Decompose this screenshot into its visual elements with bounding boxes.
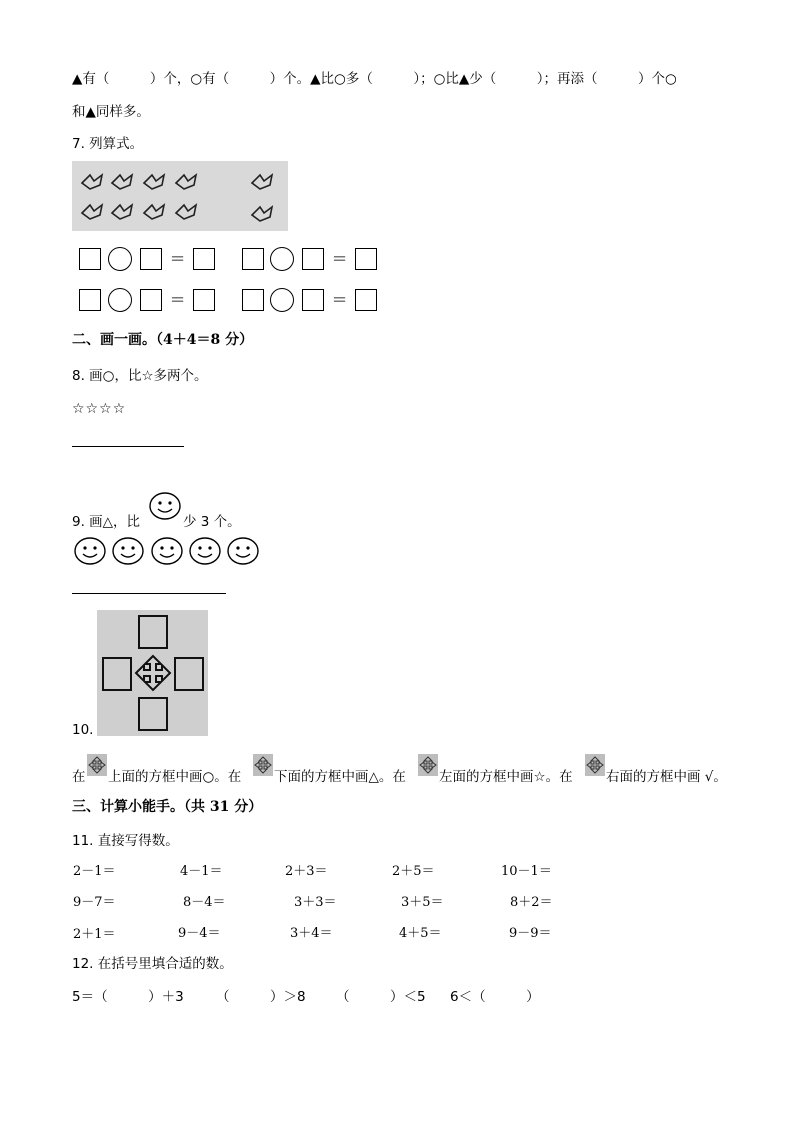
q8-answer-line[interactable] (72, 446, 184, 447)
math-item: 2＋1＝ (73, 927, 116, 942)
equals-sign: = (170, 248, 186, 269)
operator-circle[interactable] (108, 288, 132, 312)
section3-title: 三、计算小能手。（共 31 分） (72, 799, 263, 815)
section2-title: 二、画一画。（4＋4＝8 分） (72, 332, 254, 348)
direction-grid (97, 610, 208, 736)
q9-answer-line[interactable] (72, 593, 226, 594)
q10-number: 10. (72, 722, 94, 738)
math-item: 8＋2＝ (510, 895, 553, 910)
q9-title-suffix: 少 3 个。 (183, 514, 241, 530)
math-item: 2＋3＝ (285, 864, 328, 879)
answer-box[interactable] (302, 289, 324, 311)
math-item: 8－4＝ (183, 895, 226, 910)
birds-photo (72, 161, 288, 231)
q7-title: 7. 列算式。 (72, 136, 144, 152)
math-item: 3＋4＝ (290, 926, 333, 941)
move-arrows-icon (87, 754, 107, 776)
answer-box[interactable] (193, 248, 215, 270)
fill-blank-item: （ ）＜5 (336, 989, 426, 1005)
q9-title-prefix: 9. 画△，比 (72, 514, 141, 530)
answer-box[interactable] (140, 289, 162, 311)
direction-grid-photo (97, 610, 208, 736)
move-arrows-icon (418, 754, 438, 776)
answer-box[interactable] (193, 289, 215, 311)
q10-instr-4: 右面的方框中画 √。 (606, 769, 727, 785)
answer-box[interactable] (140, 248, 162, 270)
q10-instr-0: 在 (72, 769, 86, 785)
q6-line1: ▲有（ ）个，○有（ ）个。▲比○多（ ）；○比▲少（ ）；再添（ ）个○ (72, 71, 677, 87)
math-item: 2＋5＝ (392, 864, 435, 879)
operator-circle[interactable] (270, 288, 294, 312)
q8-title: 8. 画○，比☆多两个。 (72, 368, 208, 384)
smiley-icon (148, 491, 182, 521)
math-item: 9－4＝ (178, 926, 221, 941)
answer-box[interactable] (355, 248, 377, 270)
fill-blank-item: 5＝（ ）＋3 (72, 989, 184, 1005)
q10-instr-2: 下面的方框中画△。在 (274, 769, 406, 785)
math-item: 9－9＝ (509, 926, 552, 941)
answer-box[interactable] (355, 289, 377, 311)
answer-box[interactable] (79, 248, 101, 270)
equals-sign: = (170, 289, 186, 310)
q11-title: 11. 直接写得数。 (72, 833, 179, 849)
operator-circle[interactable] (108, 247, 132, 271)
math-item: 4－1＝ (180, 864, 223, 879)
operator-circle[interactable] (270, 247, 294, 271)
move-arrows-icon (253, 754, 273, 776)
fill-blank-item: （ ）＞8 (216, 989, 306, 1005)
smiley-row (73, 536, 263, 570)
equals-sign: = (332, 248, 348, 269)
math-item: 4＋5＝ (399, 926, 442, 941)
smiley-faces (73, 536, 263, 566)
math-item: 3＋3＝ (294, 895, 337, 910)
q6-line2: 和▲同样多。 (72, 104, 150, 120)
math-item: 2－1＝ (73, 864, 116, 879)
fill-blank-item: 6＜（ ） (450, 989, 540, 1005)
equals-sign: = (332, 289, 348, 310)
math-item: 3＋5＝ (401, 895, 444, 910)
q10-instr-3: 左面的方框中画☆。在 (439, 769, 573, 785)
answer-box[interactable] (302, 248, 324, 270)
math-item: 10－1＝ (501, 864, 552, 879)
birds-illustration (72, 161, 288, 231)
math-item: 9－7＝ (73, 895, 116, 910)
q12-title: 12. 在括号里填合适的数。 (72, 956, 233, 972)
answer-box[interactable] (79, 289, 101, 311)
q10-instr-1: 上面的方框中画○。在 (108, 769, 242, 785)
move-arrows-icon (585, 754, 605, 776)
answer-box[interactable] (242, 289, 264, 311)
stars-row: ☆☆☆☆ (72, 401, 127, 417)
answer-box[interactable] (242, 248, 264, 270)
